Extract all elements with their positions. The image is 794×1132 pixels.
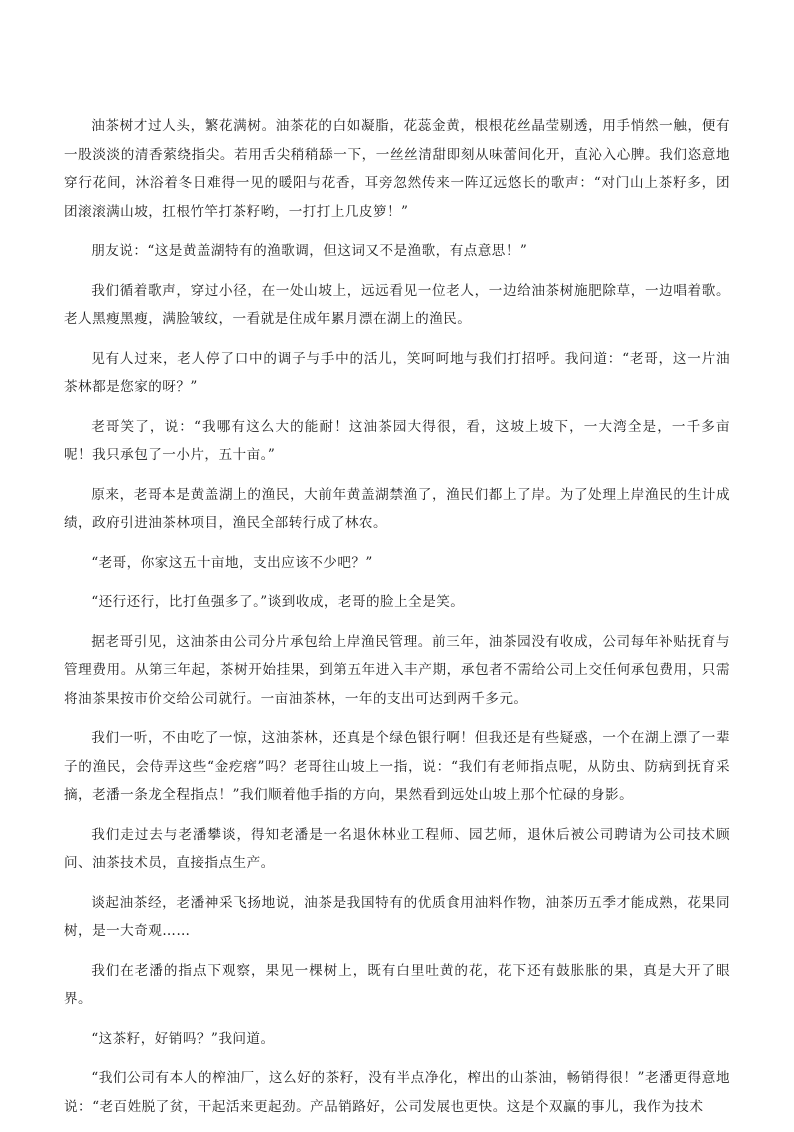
paragraph: 老哥笑了，说：“我哪有这么大的能耐！这油茶园大得很，看，这坡上坡下，一大湾全是，一千多亩呢！我只承包了一小片，五十亩。” <box>64 418 730 463</box>
paragraph: “我们公司有本人的榨油厂，这么好的茶籽，没有半点净化，榨出的山茶油，畅销得很！”老潘更得意地说：“老百姓脱了贫，干起活来更起劲。产品销路好，公司发展也更快。这是个双赢的事儿，我作为技术 <box>64 1070 730 1115</box>
paragraph: 我们在老潘的指点下观察，果见一棵树上，既有白里吐黄的花，花下还有鼓胀胀的果，真是大开了眼界。 <box>64 962 730 1007</box>
paragraph: 原来，老哥本是黄盖湖上的渔民，大前年黄盖湖禁渔了，渔民们都上了岸。为了处理上岸渔民的生计成绩，政府引进油茶林项目，渔民全部转行成了林农。 <box>64 486 730 531</box>
paragraph: “还行还行，比打鱼强多了。”谈到收成，老哥的脸上全是笑。 <box>91 594 465 610</box>
paragraph: 朋友说：“这是黄盖湖特有的渔歌调，但这词又不是渔歌，有点意思！” <box>91 243 528 259</box>
paragraph: 见有人过来，老人停了口中的调子与手中的活儿，笑呵呵地与我们打招呼。我问道：“老哥，这一片油茶林都是您家的呀？” <box>64 350 730 395</box>
paragraph: “这茶籽，好销吗？”我问道。 <box>91 1030 275 1047</box>
document-page <box>64 112 730 1132</box>
paragraph: “老哥，你家这五十亩地，支出应该不少吧？” <box>91 554 373 571</box>
paragraph: 我们走过去与老潘攀谈，得知老潘是一名退休林业工程师、园艺师，退休后被公司聘请为公司技术顾问、油茶技术员，直接指点生产。 <box>64 826 730 871</box>
paragraph: 我们一听，不由吃了一惊，这油茶林，还真是个绿色银行啊！但我还是有些疑惑，一个在湖上漂了一辈子的渔民，会侍弄这些“金疙瘩”吗？老哥往山坡上一指，说：“我们有老师指点呢，从防虫、防病到抚育采摘，老潘一条龙全程指点！”我们顺着他手指的方向，果然看到远处山坡上那个忙碌的身影。 <box>64 730 730 803</box>
paragraph: 油茶树才过人头，繁花满树。油茶花的白如凝脂，花蕊金黄，根根花丝晶莹剔透，用手悄然一触，便有一股淡淡的清香萦绕指尖。若用舌尖稍稍舔一下，一丝丝清甜即刻从味蕾间化开，直沁入心脾。我们恣意地穿行花间，沐浴着冬日难得一见的暖阳与花香，耳旁忽然传来一阵辽远悠长的歌声：“对门山上茶籽多，团团滚滚满山坡，扛根竹竿打茶籽哟，一打打上几皮箩！” <box>64 118 730 220</box>
paragraph: 谈起油茶经，老潘神采飞扬地说，油茶是我国特有的优质食用油料作物，油茶历五季才能成熟，花果同树，是一大奇观…… <box>64 894 730 939</box>
paragraph: 我们循着歌声，穿过小径，在一处山坡上，远远看见一位老人，一边给油茶树施肥除草，一边唱着歌。老人黑瘦黑瘦，满脸皱纹，一看就是住成年累月漂在湖上的渔民。 <box>64 282 730 327</box>
paragraph: 据老哥引见，这油茶由公司分片承包给上岸渔民管理。前三年，油茶园没有收成，公司每年补贴抚育与管理费用。从第三年起，茶树开始挂果，到第五年进入丰产期，承包者不需给公司上交任何承包费用，只需将油茶果按市价交给公司就行。一亩油茶林，一年的支出可达到两千多元。 <box>64 633 730 707</box>
